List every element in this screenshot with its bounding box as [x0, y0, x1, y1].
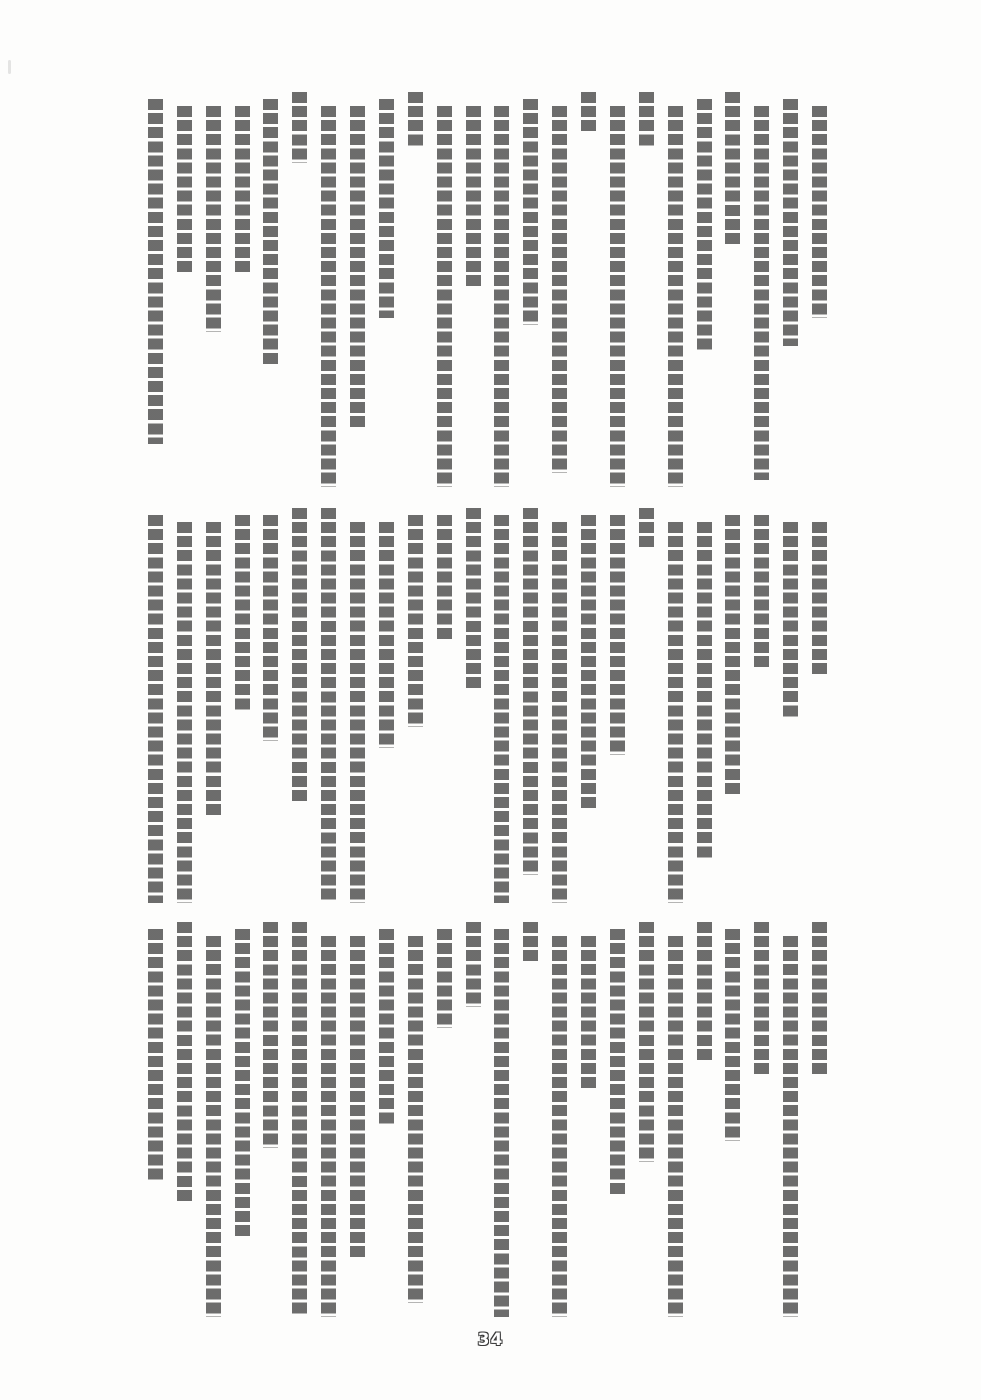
redacted-text-column	[235, 929, 250, 1239]
redacted-text-column	[148, 929, 163, 1183]
redacted-text-column	[754, 922, 769, 1077]
redacted-text-column	[379, 522, 394, 748]
redacted-text-column	[206, 936, 221, 1317]
redacted-text-column	[812, 106, 827, 318]
redacted-text-column	[639, 508, 654, 550]
redacted-text-column	[379, 929, 394, 1126]
redacted-text-column	[552, 106, 567, 473]
redacted-text-column	[783, 936, 798, 1317]
redacted-text-column	[668, 106, 683, 487]
redacted-text-column	[610, 515, 625, 755]
redacted-text-column	[639, 92, 654, 148]
text-band-3	[0, 922, 981, 1317]
redacted-text-column	[581, 92, 596, 134]
redacted-text-column	[668, 522, 683, 903]
redacted-text-column	[697, 522, 712, 860]
redacted-text-column	[379, 99, 394, 318]
redacted-text-column	[408, 92, 423, 148]
redacted-text-column	[610, 929, 625, 1197]
redacted-text-column	[523, 99, 538, 325]
redacted-text-column	[206, 106, 221, 332]
redacted-text-column	[697, 922, 712, 1063]
page-number: 34	[477, 1330, 504, 1350]
redacted-text-column	[292, 92, 307, 163]
redacted-text-column	[754, 515, 769, 670]
redacted-text-column	[725, 929, 740, 1141]
redacted-text-column	[437, 515, 452, 642]
text-band-1	[0, 92, 981, 487]
redacted-text-column	[350, 522, 365, 903]
redacted-text-column	[494, 106, 509, 487]
redacted-text-column	[235, 106, 250, 275]
redacted-text-column	[206, 522, 221, 818]
redacted-text-column	[812, 922, 827, 1077]
redacted-text-column	[292, 922, 307, 1317]
redacted-text-column	[581, 515, 596, 811]
redacted-text-column	[292, 508, 307, 804]
redacted-text-column	[783, 522, 798, 719]
redacted-text-column	[321, 936, 336, 1317]
redacted-text-column	[697, 99, 712, 353]
redacted-text-column	[408, 936, 423, 1303]
redacted-text-column	[350, 936, 365, 1260]
redacted-text-column	[552, 936, 567, 1317]
redacted-text-column	[466, 508, 481, 691]
redacted-text-column	[466, 922, 481, 1007]
redacted-text-column	[408, 515, 423, 727]
redacted-text-column	[812, 522, 827, 677]
redacted-text-column	[437, 106, 452, 487]
redacted-text-column	[754, 106, 769, 480]
redacted-text-column	[523, 922, 538, 964]
redacted-text-column	[148, 515, 163, 903]
redacted-text-column	[610, 106, 625, 487]
redacted-text-column	[725, 92, 740, 247]
redacted-text-column	[581, 936, 596, 1091]
redacted-text-column	[177, 522, 192, 903]
redacted-text-column	[263, 99, 278, 367]
redacted-text-column	[725, 515, 740, 797]
redacted-text-column	[148, 99, 163, 444]
redacted-text-column	[437, 929, 452, 1028]
redacted-text-column	[235, 515, 250, 712]
redacted-text-column	[552, 522, 567, 903]
redacted-text-column	[466, 106, 481, 289]
redacted-text-column	[668, 936, 683, 1317]
redacted-text-column	[321, 106, 336, 487]
redacted-text-column	[350, 106, 365, 430]
redacted-text-column	[523, 508, 538, 875]
text-band-2	[0, 508, 981, 903]
redacted-text-column	[263, 922, 278, 1148]
redacted-text-column	[494, 929, 509, 1317]
redacted-text-column	[263, 515, 278, 741]
redacted-text-column	[639, 922, 654, 1162]
redacted-text-column	[321, 508, 336, 903]
redacted-text-column	[177, 106, 192, 275]
redacted-text-column	[494, 515, 509, 903]
redacted-text-column	[783, 99, 798, 346]
redacted-text-column	[177, 922, 192, 1204]
